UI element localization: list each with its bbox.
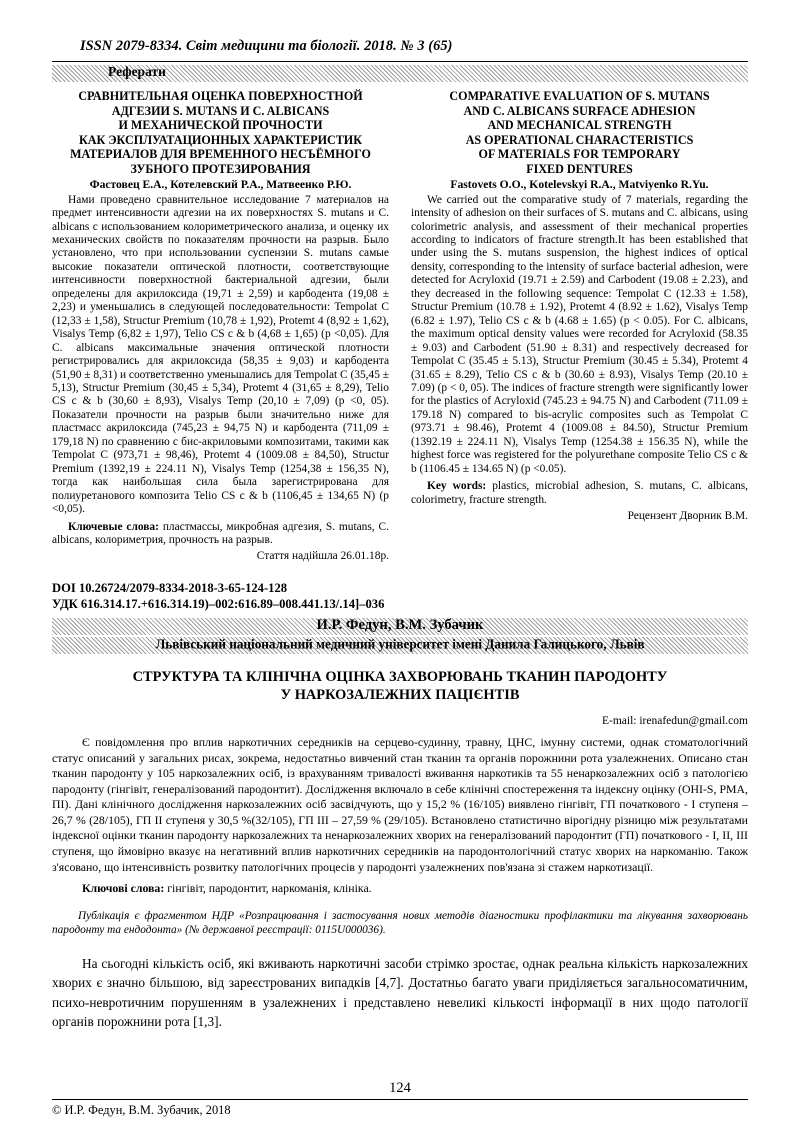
abstract-columns: [52, 89, 748, 564]
doi-block: [52, 580, 748, 613]
title-line: АДГЕЗИИ S. MUTANS И C. ALBICANS: [111, 103, 330, 118]
article-title-line: У НАРКОЗАЛЕЖНИХ ПАЦІЄНТІВ: [280, 687, 520, 704]
title-line: МАТЕРИАЛОВ ДЛЯ ВРЕМЕННОГО НЕСЪЁМНОГО: [70, 147, 371, 161]
abstract-paragraph: Нами проведено сравнительное исследование 7 материалов на предмет интенсивности адгезии на их поверхностях S. mutans и C. albicans с использованием колориметрического анализа, и оценку их механических свойств по показателям прочности на разрыв. Было установлено, что при использовании суспензии S. mutans самые высокие показатели оптической плотности, соответствующие интенсивности поверхностной бактериальной адгезии, были определены для акрилоксида (19,71 ± 2,59) и карбодента (19,08 ± 2,23) и уменьшались в следующей последовательности: Tempolat C (12,33 ± 1,58), Structur Premium (10,78 ± 1,92), Protemt 4 (8,92 ± 1,62), Visalys Temp (6,82 ± 1,97), Telio CS c & b (4,68 ± 1,65) (р <0,05). Для C. albicans максимальные значения оптической плотности регистрировались для акрилоксида (58,35 ± 9,03) и карбодента (51,90 ± 8,31) и соответственно уменьшались для Tempolat C (35,45 ± 5,13), Structur Premium (30,45 ± 5,34), Protemt 4 (31,65 ± 8,29), Telio CS c & b (30,60 ± 8,93), Visalys Temp (20,10 ± 7,09) (р <0, 05). Показатели прочности на разрыв были значительно ниже для пластмасс акрилоксида (745,23 ± 94,75 N) и карбодента (711,09 ± 179,18 N) по сравнению с бис-акриловыми композитами, такими как Tempolat C (973,71 ± 98,46), Protemt 4 (1009.08 ± 84,50), Structur Premium (1392,19 ± 224.11 N), Visalys Temp (1254,38 ± 156,35 N), тогда как наибольшая сила была зарегистрирована для полиуретанового композита Telio CS c & b (1106,45 ± 134,65 N) (р <0,05).: [52, 193, 389, 516]
title-line: AS OPERATIONAL CHARACTERISTICS: [465, 132, 694, 147]
abstract-english-authors: Fastovets O.O., Kotelevskyi R.A., Matviyenko R.Yu.: [450, 178, 709, 191]
doi-line: DOI 10.26724/2079-8334-2018-3-65-124-128: [52, 580, 288, 595]
section-band: [52, 65, 748, 82]
title-line: COMPARATIVE EVALUATION OF S. MUTANS: [449, 89, 710, 103]
title-line: OF MATERIALS FOR TEMPORARY: [478, 147, 681, 161]
abstract-reviewer: Рецензент Дворник В.М.: [627, 510, 748, 523]
ukrainian-keywords: [52, 881, 748, 897]
header-rule: [52, 61, 748, 62]
keywords-label: Ключові слова:: [82, 881, 165, 896]
abstract-paragraph: We carried out the comparative study of 7 materials, regarding the intensity of adhesion on their surfaces of S. mutans and C. albicans, using colorimetric analysis, and assessment of their mechanical properties according to indicators of fracture strength.It has been established that under using the S. mutans suspension, the highest indices of optical density, corresponding to the intensity of surface bacterial adhesion, were detected for Acryloxid (19.71 ± 2.59) and Carbodent (19.08 ± 2.23), and they decreased in the following sequence: Tempolat C (12.33 ± 1.58), Structur Premium (10.78 ± 1.92), Protemt 4 (8.92 ± 1.62), Visalys Temp (6.82 ± 1.97), Telio CS c & b (4.68 ± 1.65) (p < 0.05). For C. albicans, the maximum optical density values were recorded for Acryloxid (58.35 ± 9.03) and Carbodent (51.90 ± 8.31) and respectively decreased for Tempolat C (35.45 ± 5.13), Structur Premium (30.45 ± 5.34), Protemt 4 (31.65 ± 8.29), Telio CS c & b (30.60 ± 8.93), Visalys Temp (20.10 ± 7.09) (p < 0, 05). The indices of fracture strength were significantly lower for the plastics of Acryloxid (745.23 ± 94.75 N) and Carbodent (711.09 ± 179.18 N) compared to bis-acrylic composites such as Tempolat C (973.71 ± 98.46), Protemt 4 (1009.08 ± 84.50), Structur Premium (1392.19 ± 224.11 N), Visalys Temp (1254.38 ± 156.35 N), while the highest force was registered for the polyurethane composite Telio CS c & b (1106.45 ± 134.65 N) (p <0.05).: [411, 193, 748, 475]
keywords-text: гінгівіт, пародонтит, наркоманія, клініка.: [167, 881, 372, 896]
footer-rule: [52, 1099, 748, 1100]
article-affiliation: Львівський національний медичний університет імені Данила Галицького, Львів: [155, 636, 645, 652]
abstract-english-keywords: [411, 480, 748, 507]
title-line: ЗУБНОГО ПРОТЕЗИРОВАНИЯ: [130, 161, 311, 176]
abstract-russian-body: [52, 194, 389, 517]
title-line: AND C. ALBICANS SURFACE ADHESION: [463, 103, 696, 118]
abstract-russian: [52, 89, 389, 564]
ukrainian-abstract-body: Є повідомлення про вплив наркотичних середників на серцево-судинну, травну, ЦНС, імунну системи, однак стоматологічний статус описаний у загальних рисах, зокрема, недостатньо вивчений стан тканин та органів порожнини рота узалежнених. Описано стан тканин пародонту у 105 наркозалежних осіб, із врахуванням тривалості вживання наркотиків та 55 ненаркозалежних осіб з патологією пародонту (гінгівіт, генералізований пародонтит). Дослідження включало в себе клінічні спостереження та індексну оцінку (ОНІ-S, PMA, ПІ). Дані клінічного дослідження наркозалежних осіб засвідчують, що у 15,2 % (16/105) виявлено гінгівіт, ГП початкового - І ступеня – 26,7 % (28/105), ГП ІІ ступеня у 30,5 %(32/105), ГП ІІІ – 27,59 % (29/105). Встановлено статистично вірогідну різницю між результатами індексної оцінки тканин пародонту наркозалежних та ненаркозалежних хворих на генералізований пародонтит (ГП) початкового - І, ІІ, ІІІ ступеня, що ймовірно вказує на негативний вплив наркотичних середників на пародонтологічний статус хворих на наркоманію. Також з'ясовано, що інтенсивність розвитку патологічних процесів у пародонті узалежнених пов'язана зі стажем наркотизації.: [52, 735, 748, 874]
abstract-received: Стаття надійшла 26.01.18р.: [256, 550, 389, 563]
abstract-english: [411, 89, 748, 564]
title-line: AND MECHANICAL STRENGTH: [487, 118, 672, 132]
abstract-english-body: [411, 194, 748, 477]
keywords-text: пластмассы, микробная адгезия, S. mutans, C. albicans, колориметрия, прочность на разрыв.: [52, 520, 389, 546]
title-line: И МЕХАНИЧЕСКОЙ ПРОЧНОСТИ: [118, 118, 323, 132]
page-footer: [52, 1080, 748, 1118]
section-band-label: Реферати: [108, 64, 166, 79]
article-email[interactable]: E-mail: irenafedun@gmail.com: [602, 715, 748, 728]
funding-note: Публікація є фрагментом НДР «Розпрацювання і застосування нових методів діагностики профілактики та лікування захворювань пародонту та ендодонта» (№ державної реєстрації: 0115U000036).: [52, 909, 748, 937]
abstract-english-title: [411, 89, 748, 176]
article-title-line: СТРУКТУРА ТА КЛІНІЧНА ОЦІНКА ЗАХВОРЮВАНЬ ТКАНИН ПАРОДОНТУ: [132, 668, 668, 685]
ukrainian-abstract: [52, 735, 748, 897]
keywords-label: Key words:: [427, 480, 487, 493]
keywords-text: plastics, microbial adhesion, S. mutans, C. albicans, colorimetry, fracture strength.: [411, 480, 748, 506]
affiliation-band: [52, 637, 748, 654]
author-band: [52, 618, 748, 635]
title-line: FIXED DENTURES: [526, 161, 633, 176]
article-title: [52, 668, 748, 705]
title-line: КАК ЭКСПЛУАТАЦИОННЫХ ХАРАКТЕРИСТИК: [79, 132, 362, 147]
section-band-wrap: [52, 65, 748, 82]
article-author-band: [52, 618, 748, 654]
body-paragraph: На сьогодні кількість осіб, які вживають наркотичні засоби стрімко зростає, однак реальна кількість наркозалежних хворих є значно більшою, від зареєстрованих випадків [4,7]. Достатньо багато уваги приділяється загальносоматичним, психо-невротичним порушенням в узалежнених і представлено невеликі кількості інформації в них щодо патології органів порожнини рота [1,3].: [52, 956, 748, 1029]
article-authors: И.Р. Федун, В.М. Зубачик: [316, 617, 484, 634]
keywords-label: Ключевые слова:: [68, 520, 159, 533]
page-number: 124: [389, 1080, 411, 1096]
article-body: [52, 954, 748, 1031]
abstract-russian-keywords: [52, 521, 389, 548]
copyright-line: © И.Р. Федун, В.М. Зубачик, 2018: [52, 1103, 231, 1117]
running-head: ISSN 2079-8334. Світ медицини та біології. 2018. № 3 (65): [80, 38, 453, 54]
abstract-russian-authors: Фастовец Е.А., Котелевский Р.А., Матвеенко Р.Ю.: [89, 178, 352, 191]
title-line: СРАВНИТЕЛЬНАЯ ОЦЕНКА ПОВЕРХНОСТНОЙ: [78, 89, 363, 103]
udc-line: УДК 616.314.17.+616.314.19)–002:616.89–008.441.13/.14]–036: [52, 597, 385, 612]
abstract-russian-title: [52, 89, 389, 176]
